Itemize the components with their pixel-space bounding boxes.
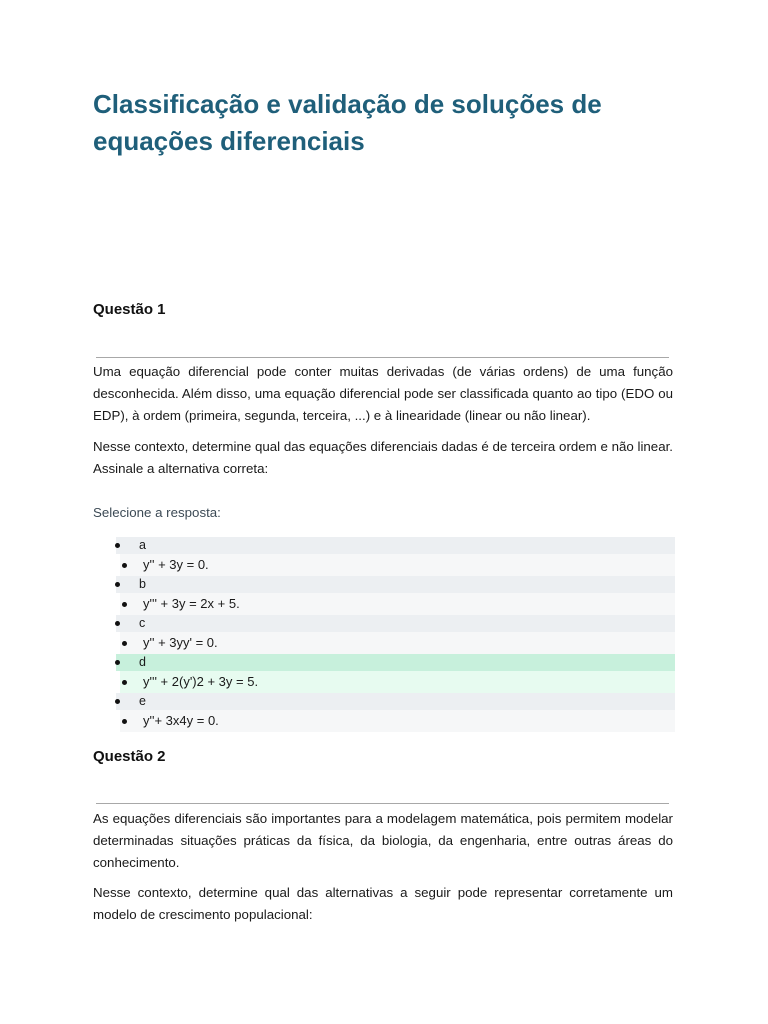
question-1-paragraph-2: Nesse contexto, determine qual das equações diferenciais dadas é de terceira ordem e não linear. Assinale a alternativa correta: — [93, 439, 673, 476]
bullet-icon — [115, 582, 120, 587]
bullet-icon — [115, 699, 120, 704]
bullet-icon — [122, 641, 127, 646]
option-d-letter: d — [139, 655, 146, 669]
bullet-icon — [122, 602, 127, 607]
option-d-letter-row[interactable] — [116, 654, 675, 671]
option-d-text-row[interactable] — [120, 671, 675, 693]
question-1-divider — [96, 357, 669, 358]
question-2-paragraph-2: Nesse contexto, determine qual das alternativas a seguir pode representar corretamente um modelo de crescimento populacional: — [93, 885, 673, 922]
option-b-text: y''' + 3y = 2x + 5. — [143, 596, 240, 611]
bullet-icon — [115, 660, 120, 665]
option-b-letter-row[interactable] — [116, 576, 675, 593]
option-a-text: y'' + 3y = 0. — [143, 557, 209, 572]
bullet-icon — [122, 563, 127, 568]
option-a-letter: a — [139, 538, 146, 552]
question-2-heading: Questão 2 — [93, 748, 166, 765]
bullet-icon — [122, 719, 127, 724]
option-e-letter-row[interactable] — [116, 693, 675, 710]
option-a-text-row[interactable] — [120, 554, 675, 576]
question-1-heading: Questão 1 — [93, 301, 166, 318]
option-c-text: y'' + 3yy' = 0. — [143, 635, 218, 650]
option-b-letter: b — [139, 577, 146, 591]
page-title: Classificação e validação de soluções de equações diferenciais — [93, 89, 602, 156]
question-2-divider — [96, 803, 669, 804]
answer-options — [0, 537, 768, 732]
select-answer-label: Selecione a resposta: — [93, 505, 221, 520]
option-a-letter-row[interactable] — [116, 537, 675, 554]
option-c-letter-row[interactable] — [116, 615, 675, 632]
option-c-letter: c — [139, 616, 146, 630]
option-e-text-row[interactable] — [120, 710, 675, 732]
option-e-text: y''+ 3x4y = 0. — [143, 713, 219, 728]
option-b-text-row[interactable] — [120, 593, 675, 615]
bullet-icon — [115, 621, 120, 626]
option-d-text: y''' + 2(y')2 + 3y = 5. — [143, 674, 259, 689]
question-2-paragraph-1: As equações diferenciais são importantes para a modelagem matemática, pois permitem modelar determinadas situações práticas da física, da biologia, da engenharia, entre outras áreas do conhecimento. — [93, 811, 673, 870]
bullet-icon — [122, 680, 127, 685]
option-e-letter: e — [139, 694, 146, 708]
question-1-paragraph-1: Uma equação diferencial pode conter muitas derivadas (de várias ordens) de uma função desconhecida. Além disso, uma equação diferencial pode ser classificada quanto ao tipo (EDO ou EDP), à ordem (primeira, segunda, terceira, ...) e à linearidade (linear ou não linear). — [93, 364, 673, 423]
bullet-icon — [115, 543, 120, 548]
option-c-text-row[interactable] — [120, 632, 675, 654]
